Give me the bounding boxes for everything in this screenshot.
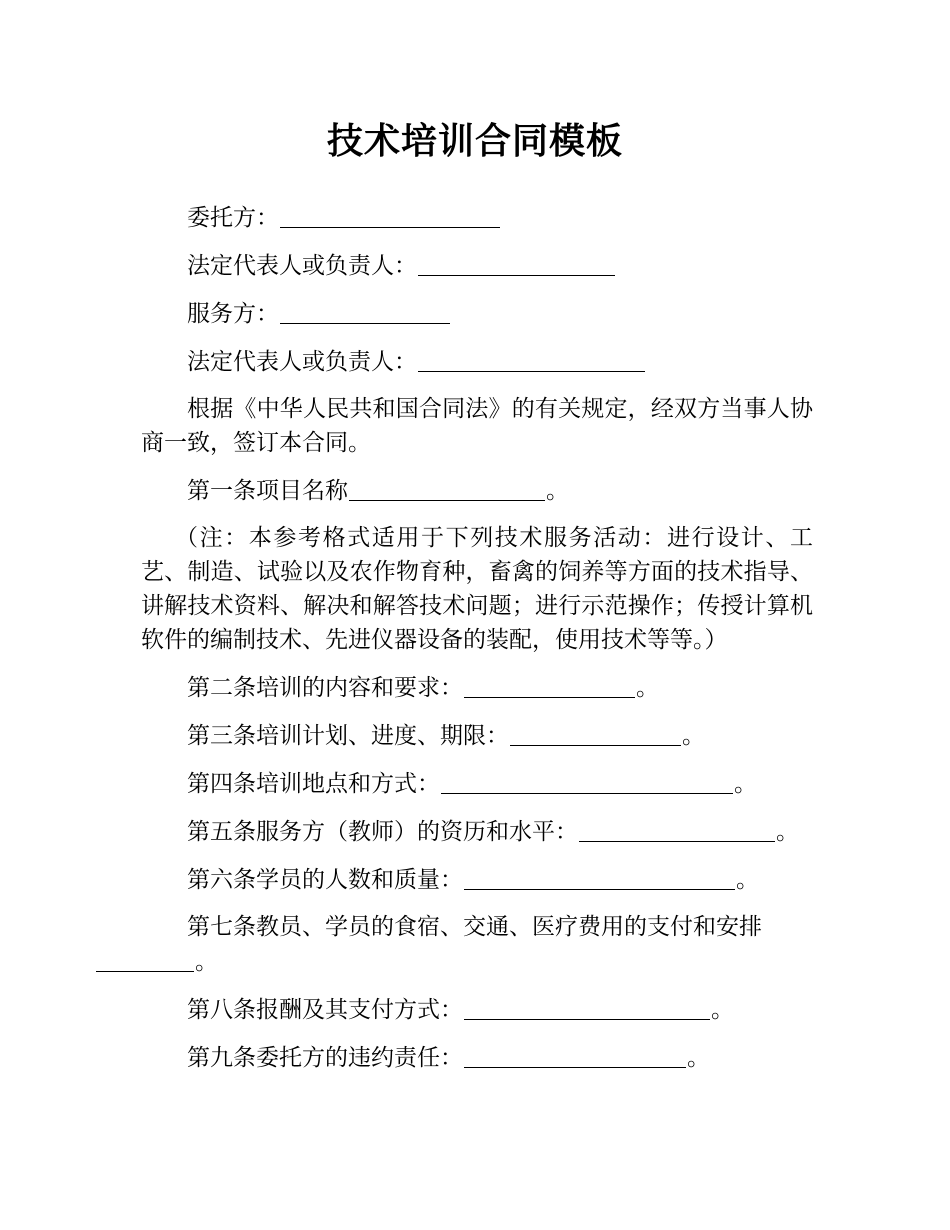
article-5-suffix: 。 xyxy=(776,819,799,845)
client-blank xyxy=(280,203,500,228)
article-7 xyxy=(141,910,813,979)
service-legal-rep-blank xyxy=(418,347,645,372)
note-paragraph: （注：本参考格式适用于下列技术服务活动：进行设计、工艺、制造、试验以及农作物育种，畜禽的饲养等方面的技术指导、讲解技术资料、解决和解答技术问题；进行示范操作；传授计算机软件的编制技术、先进仪器设备的装配，使用技术等等。） xyxy=(141,525,813,653)
article-1-suffix: 。 xyxy=(546,478,569,504)
document-title: 技术培训合同模板 xyxy=(326,121,623,162)
service-provider-label: 服务方： xyxy=(187,301,279,327)
article-9-blank xyxy=(464,1043,686,1068)
article-4-text: 第四条培训地点和方式： xyxy=(187,771,440,797)
article-5 xyxy=(141,814,813,849)
article-8-suffix: 。 xyxy=(711,997,734,1023)
client-legal-rep-blank xyxy=(418,251,615,276)
service-provider-line xyxy=(141,296,813,331)
article-4-suffix: 。 xyxy=(734,771,757,797)
article-4-blank xyxy=(441,769,733,794)
article-6-suffix: 。 xyxy=(736,867,759,893)
article-3-text: 第三条培训计划、进度、期限： xyxy=(187,723,509,749)
service-legal-rep-line xyxy=(141,344,813,379)
client-legal-rep-label: 法定代表人或负责人： xyxy=(187,253,417,279)
article-3-blank xyxy=(510,721,681,746)
article-9-text: 第九条委托方的违约责任： xyxy=(187,1045,463,1071)
article-7-blank xyxy=(96,947,194,972)
article-1 xyxy=(141,473,813,508)
article-2-text: 第二条培训的内容和要求： xyxy=(187,675,463,701)
article-9-suffix: 。 xyxy=(687,1045,710,1071)
client-label: 委托方： xyxy=(187,205,279,231)
article-2 xyxy=(141,670,813,705)
service-provider-blank xyxy=(280,299,450,324)
article-5-blank xyxy=(579,817,775,842)
article-8-text: 第八条报酬及其支付方式： xyxy=(187,997,463,1023)
service-legal-rep-label: 法定代表人或负责人： xyxy=(187,349,417,375)
article-6-blank xyxy=(464,865,735,890)
article-7-text: 第七条教员、学员的食宿、交通、医疗费用的支付和安排 xyxy=(187,914,762,940)
article-3-suffix: 。 xyxy=(682,723,705,749)
article-3 xyxy=(141,718,813,753)
article-9 xyxy=(141,1040,813,1075)
article-8-blank xyxy=(464,995,710,1020)
article-6 xyxy=(141,862,813,897)
article-1-blank xyxy=(349,476,545,501)
document-body xyxy=(141,200,813,1088)
article-7-suffix: 。 xyxy=(195,949,218,975)
article-8 xyxy=(141,992,813,1027)
article-6-text: 第六条学员的人数和质量： xyxy=(187,867,463,893)
client-legal-rep-line xyxy=(141,248,813,283)
article-7-blank-line xyxy=(95,944,813,979)
article-2-blank xyxy=(464,673,635,698)
article-4 xyxy=(141,766,813,801)
article-2-suffix: 。 xyxy=(636,675,659,701)
article-5-text: 第五条服务方（教师）的资历和水平： xyxy=(187,819,578,845)
client-line xyxy=(141,200,813,235)
article-1-text: 第一条项目名称 xyxy=(187,478,348,504)
preamble-paragraph: 根据《中华人民共和国合同法》的有关规定，经双方当事人协商一致，签订本合同。 xyxy=(141,396,813,456)
